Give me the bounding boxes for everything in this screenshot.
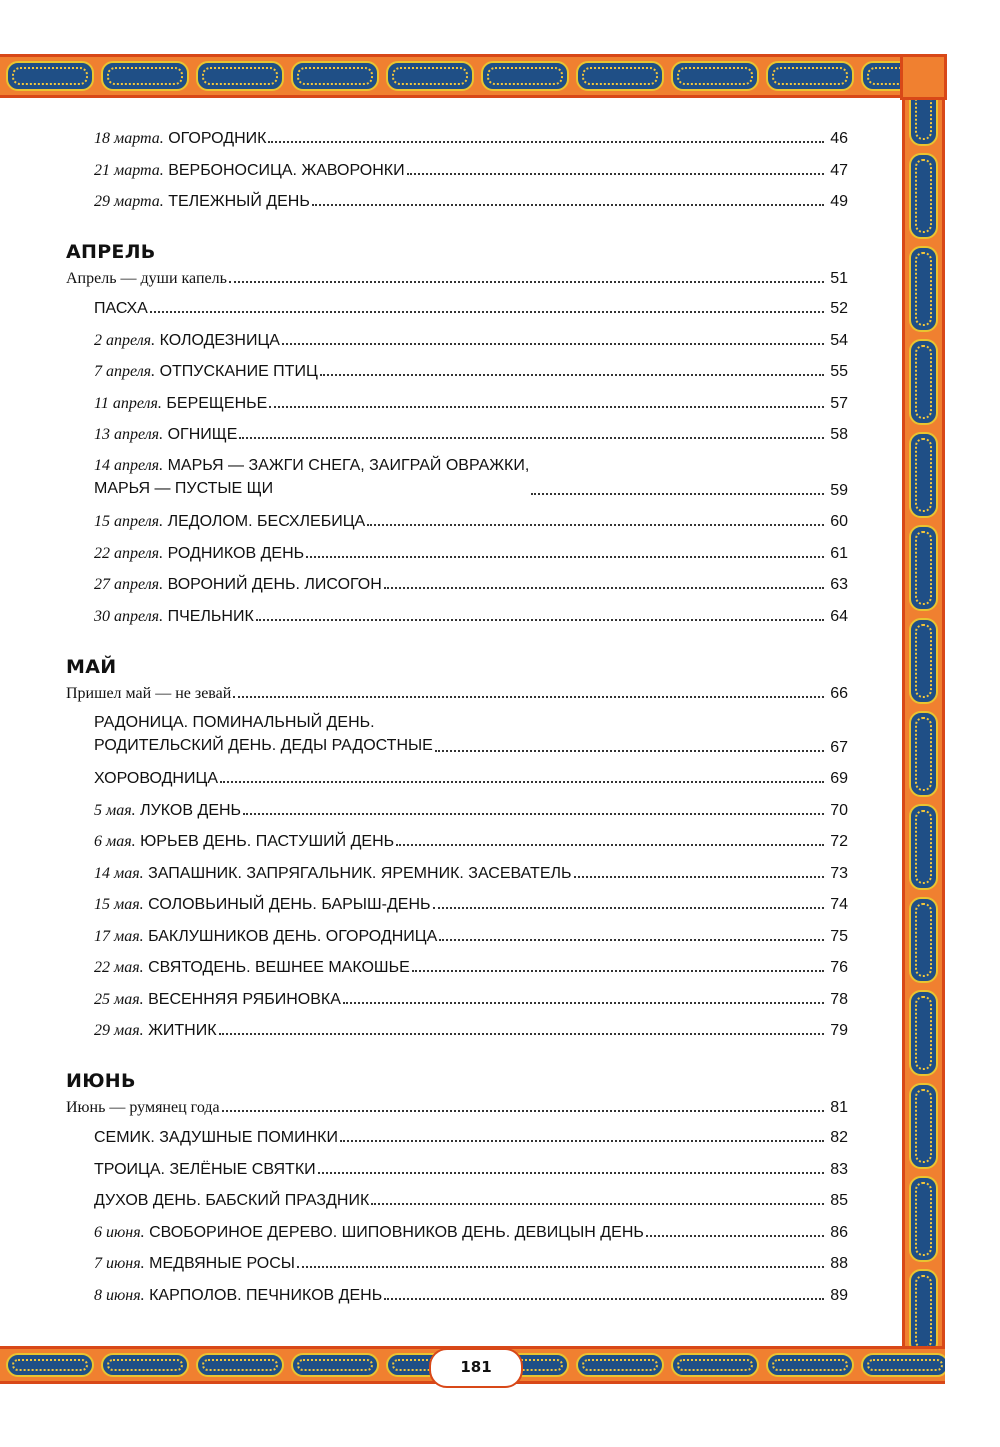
toc-entry-text	[94, 1192, 369, 1210]
toc-entry-text	[94, 802, 241, 820]
toc-page-number: 47	[830, 161, 848, 179]
ornament-tile	[909, 711, 938, 797]
toc-page-number: 85	[830, 1192, 848, 1209]
toc-entry[interactable]	[94, 861, 848, 883]
toc-entry-title: ЗАПАШНИК. ЗАПРЯГАЛЬНИК. ЯРЕМНИК. ЗАСЕВАТЕЛЬ	[148, 864, 572, 882]
toc-entry[interactable]	[94, 391, 848, 413]
toc-entry-text	[94, 1129, 338, 1147]
toc-entry-date: 6 июня.	[94, 1223, 145, 1241]
toc-intro-row[interactable]	[66, 264, 848, 288]
toc-entry[interactable]	[94, 924, 848, 946]
dot-leader	[646, 1235, 824, 1237]
toc-entry[interactable]	[94, 1125, 848, 1147]
toc-entry[interactable]	[94, 509, 848, 531]
toc-entry-title: МАРЬЯ — ЗАЖГИ СНЕГА, ЗАИГРАЙ ОВРАЖКИ,	[167, 456, 530, 474]
dot-leader	[219, 1033, 824, 1035]
toc-entry-title: ТЕЛЕЖНЫЙ ДЕНЬ	[168, 193, 310, 210]
toc-entry[interactable]	[94, 422, 848, 444]
toc-entry[interactable]	[94, 296, 848, 318]
toc-entry-text	[94, 193, 310, 211]
toc-intro-row[interactable]	[66, 1093, 848, 1117]
dot-leader	[318, 1172, 824, 1174]
toc-page-number: 51	[830, 270, 848, 287]
ornament-tile	[909, 432, 938, 518]
toc-intro-title: Июнь — румянец года	[66, 1099, 220, 1116]
toc-entry-title: МЕДВЯНЫЕ РОСЫ	[149, 1255, 295, 1272]
toc-intro-row[interactable]	[66, 679, 848, 703]
toc-entry-title: КАРПОЛОВ. ПЕЧНИКОВ ДЕНЬ	[149, 1286, 383, 1304]
ornament-tile	[909, 618, 938, 704]
dot-leader	[239, 437, 824, 439]
toc-entry-date: 2 апреля.	[94, 331, 156, 349]
toc-entry-text	[94, 1224, 644, 1242]
toc-entry-text	[94, 928, 437, 946]
toc-entry-title: РАДОНИЦА. ПОМИНАЛЬНЫЙ ДЕНЬ.	[94, 713, 375, 731]
toc-entry-title: СВЯТОДЕНЬ. ВЕШНЕЕ МАКОШЬЕ	[148, 959, 410, 976]
toc-entry[interactable]	[94, 126, 848, 148]
toc-entry-text	[94, 833, 394, 851]
toc-entry[interactable]	[94, 1188, 848, 1210]
toc-page-number: 60	[830, 513, 848, 530]
section-heading: АПРЕЛЬ	[66, 241, 156, 263]
toc-entry[interactable]	[94, 454, 848, 500]
ornament-tile	[909, 990, 938, 1076]
toc-page-number: 67	[830, 738, 848, 756]
ornament-tile	[766, 61, 854, 91]
toc-entry[interactable]	[94, 604, 848, 626]
ornament-tile	[196, 1353, 284, 1377]
toc-entry[interactable]	[94, 158, 848, 180]
toc-entry[interactable]	[94, 1220, 848, 1242]
toc-entry-date: 22 мая.	[94, 959, 144, 976]
toc-entry[interactable]	[94, 892, 848, 914]
toc-entry[interactable]	[94, 359, 848, 381]
toc-entry-text	[94, 991, 341, 1009]
dot-leader	[433, 907, 824, 909]
toc-entry-date: 5 мая.	[94, 801, 136, 819]
toc-entry-text	[94, 1022, 217, 1040]
dot-leader	[371, 1203, 824, 1205]
toc-entry-text	[94, 896, 431, 914]
dot-leader	[412, 970, 824, 972]
toc-intro-title: Пришел май — не зевай	[66, 684, 232, 702]
ornament-tile	[909, 1269, 938, 1355]
toc-entry-title: ЮРЬЕВ ДЕНЬ. ПАСТУШИЙ ДЕНЬ	[140, 833, 395, 850]
ornament-tile	[101, 61, 189, 91]
ornament-tile	[909, 897, 938, 983]
dot-leader	[229, 281, 824, 283]
toc-entry-text	[94, 130, 266, 148]
toc-entry-date: 22 апреля.	[94, 544, 164, 562]
toc-page-number: 74	[830, 896, 848, 913]
dot-leader	[320, 374, 824, 376]
toc-page-number: 54	[830, 331, 848, 349]
ornament-tile	[291, 61, 379, 91]
toc-entry[interactable]	[94, 955, 848, 977]
ornament-tile	[909, 246, 938, 332]
toc-entry-title: ДУХОВ ДЕНЬ. БАБСКИЙ ПРАЗДНИК	[94, 1192, 370, 1209]
toc-entry-title: ВОРОНИЙ ДЕНЬ. ЛИСОГОН	[167, 576, 382, 593]
toc-entry[interactable]	[94, 1283, 848, 1305]
toc-entry[interactable]	[94, 1251, 848, 1273]
dot-leader	[340, 1140, 824, 1142]
dot-leader	[312, 204, 824, 206]
dot-leader	[384, 587, 824, 589]
toc-entry-date: 27 апреля.	[94, 576, 164, 593]
toc-page-number: 72	[830, 833, 848, 850]
toc-entry-title: ЖИТНИК	[148, 1022, 217, 1039]
toc-entry-text	[94, 1161, 316, 1179]
dot-leader	[439, 939, 824, 941]
toc-entry-date: 18 марта.	[94, 130, 164, 147]
dot-leader	[282, 343, 824, 345]
toc-page-number: 63	[830, 576, 848, 593]
ornament-tile	[861, 1353, 945, 1377]
dot-leader	[396, 844, 824, 846]
toc-page-number: 86	[830, 1223, 848, 1241]
ornament-tile	[576, 1353, 664, 1377]
toc-page-number: 75	[830, 927, 848, 945]
dot-leader	[269, 406, 824, 408]
dot-leader	[343, 1002, 824, 1004]
toc-entry-date: 6 мая.	[94, 833, 136, 850]
toc-page-number: 66	[830, 684, 848, 702]
toc-entry-text	[94, 576, 382, 594]
toc-entry-title: ПЧЕЛЬНИК	[167, 607, 254, 625]
toc-entry-title-line2: РОДИТЕЛЬСКИЙ ДЕНЬ. ДЕДЫ РАДОСТНЫЕ	[94, 736, 433, 754]
toc-entry-title: ВЕРБОНОСИЦА. ЖАВОРОНКИ	[168, 161, 405, 179]
toc-page-number: 59	[830, 481, 848, 499]
toc-page-number: 64	[830, 607, 848, 625]
toc-page-number: 57	[830, 394, 848, 412]
toc-entry-date: 25 мая.	[94, 990, 144, 1008]
toc-entry-date: 8 июня.	[94, 1286, 145, 1304]
toc-page-number: 81	[830, 1099, 848, 1116]
toc-page-number: 69	[830, 770, 848, 787]
ornament-tile	[909, 339, 938, 425]
page-number: 181	[429, 1348, 523, 1388]
dot-leader	[574, 876, 825, 878]
ornamental-corner	[900, 54, 947, 100]
dot-leader	[531, 493, 824, 495]
toc-entry-title: ОГОРОДНИК	[168, 130, 267, 147]
ornament-tile	[909, 1176, 938, 1262]
toc-entry[interactable]	[94, 189, 848, 211]
toc-entry-text	[94, 513, 365, 531]
toc-entry[interactable]	[94, 798, 848, 820]
toc-page-number: 76	[830, 959, 848, 976]
toc-page-number: 73	[830, 864, 848, 882]
toc-entry-date: 17 мая.	[94, 927, 144, 945]
toc-entry-title: ВЕСЕННЯЯ РЯБИНОВКА	[148, 990, 341, 1008]
toc-entry-title: БАКЛУШНИКОВ ДЕНЬ. ОГОРОДНИЦА	[148, 927, 438, 945]
toc-entry-date: 7 июня.	[94, 1255, 145, 1272]
toc-entry-title: ХОРОВОДНИЦА	[94, 770, 218, 787]
toc-page-number: 79	[830, 1022, 848, 1039]
dot-leader	[220, 781, 824, 783]
toc-entry-title: СЕМИК. ЗАДУШНЫЕ ПОМИНКИ	[94, 1129, 338, 1146]
toc-entry-title-line2: МАРЬЯ — ПУСТЫЕ ЩИ	[94, 479, 274, 497]
ornament-tile	[576, 61, 664, 91]
toc-entry[interactable]	[94, 766, 848, 788]
dot-leader	[435, 750, 824, 752]
ornament-tile	[481, 61, 569, 91]
ornament-tile	[909, 804, 938, 890]
toc-entry-title: ОТПУСКАНИЕ ПТИЦ	[159, 363, 318, 380]
toc-entry[interactable]	[94, 1157, 848, 1179]
toc-entry-text	[94, 959, 410, 977]
toc-entry-text	[94, 1287, 382, 1305]
dot-leader	[306, 556, 824, 558]
toc-entry-title: КОЛОДЕЗНИЦА	[159, 331, 280, 349]
toc-entry-text	[94, 162, 405, 180]
toc-entry-text	[94, 454, 529, 500]
ornamental-border-right	[902, 54, 945, 1384]
toc-entry-date: 7 апреля.	[94, 363, 156, 380]
toc-page-number: 70	[830, 801, 848, 819]
ornament-tile	[101, 1353, 189, 1377]
toc-entry-date: 29 марта.	[94, 193, 164, 210]
toc-entry-text	[94, 395, 267, 413]
toc-entry-text	[94, 426, 237, 444]
dot-leader	[367, 524, 824, 526]
toc-entry-title: ОГНИЩЕ	[167, 426, 238, 443]
toc-entry[interactable]	[94, 829, 848, 851]
toc-entry-date: 29 мая.	[94, 1022, 144, 1039]
toc-page-number: 58	[830, 426, 848, 443]
toc-entry-text	[94, 711, 433, 757]
toc-page-number: 61	[830, 544, 848, 562]
toc-entry-date: 15 мая.	[94, 896, 144, 913]
toc-page-number: 89	[830, 1286, 848, 1304]
section-heading: МАЙ	[66, 655, 117, 678]
toc-entry-title: СВОБОРИНОЕ ДЕРЕВО. ШИПОВНИКОВ ДЕНЬ. ДЕВИЦЫН ДЕНЬ	[149, 1223, 644, 1241]
toc-page-number: 82	[830, 1129, 848, 1146]
toc-entry-text	[94, 545, 304, 563]
ornament-tile	[291, 1353, 379, 1377]
ornament-tile	[6, 61, 94, 91]
table-of-contents	[66, 126, 848, 1314]
ornament-tile	[196, 61, 284, 91]
ornament-tile	[766, 1353, 854, 1377]
dot-leader	[256, 619, 824, 621]
toc-entry-date: 30 апреля.	[94, 607, 164, 625]
toc-entry-text	[94, 332, 280, 350]
toc-entry-text	[94, 770, 218, 788]
ornament-tile	[386, 61, 474, 91]
ornament-tile	[671, 1353, 759, 1377]
toc-entry-text	[94, 1255, 295, 1273]
dot-leader	[407, 173, 824, 175]
toc-intro-title: Апрель — души капель	[66, 270, 227, 287]
toc-entry-title: ПАСХА	[94, 300, 148, 317]
section-heading: ИЮНЬ	[66, 1070, 136, 1092]
toc-entry[interactable]	[94, 572, 848, 594]
dot-leader	[150, 311, 824, 313]
dot-leader	[233, 696, 824, 698]
ornament-tile	[909, 525, 938, 611]
toc-entry-date: 21 марта.	[94, 161, 164, 179]
toc-page-number: 46	[830, 130, 848, 147]
ornament-tile	[909, 153, 938, 239]
ornament-tile	[909, 1083, 938, 1169]
toc-page-number: 78	[830, 990, 848, 1008]
dot-leader	[222, 1110, 824, 1112]
toc-entry-title: БЕРЕЩЕНЬЕ	[166, 394, 268, 412]
toc-entry-title: СОЛОВЬИНЫЙ ДЕНЬ. БАРЫШ-ДЕНЬ	[148, 896, 431, 913]
toc-entry-text	[94, 608, 254, 626]
toc-entry-text	[94, 865, 572, 883]
toc-entry[interactable]	[94, 1018, 848, 1040]
toc-entry[interactable]	[94, 541, 848, 563]
dot-leader	[243, 813, 824, 815]
ornament-tile	[671, 61, 759, 91]
toc-entry[interactable]	[94, 711, 848, 757]
dot-leader	[384, 1298, 824, 1300]
toc-page-number: 52	[830, 300, 848, 317]
toc-entry[interactable]	[94, 987, 848, 1009]
toc-entry-text	[94, 300, 148, 318]
toc-entry-date: 15 апреля.	[94, 513, 164, 530]
dot-leader	[268, 141, 824, 143]
toc-entry-text	[94, 363, 318, 381]
toc-entry-title: ЛЕДОЛОМ. БЕСХЛЕБИЦА	[167, 513, 366, 530]
ornament-tile	[6, 1353, 94, 1377]
ornamental-border-top	[0, 54, 945, 98]
toc-page-number: 49	[830, 193, 848, 210]
toc-entry-title: ТРОИЦА. ЗЕЛЁНЫЕ СВЯТКИ	[94, 1160, 316, 1178]
toc-entry-title: РОДНИКОВ ДЕНЬ	[167, 544, 305, 562]
toc-entry[interactable]	[94, 328, 848, 350]
toc-entry-title: ЛУКОВ ДЕНЬ	[140, 801, 242, 819]
dot-leader	[297, 1266, 824, 1268]
toc-entry-date: 13 апреля.	[94, 426, 164, 443]
toc-page-number: 88	[830, 1255, 848, 1272]
toc-page-number: 83	[830, 1160, 848, 1178]
toc-entry-date: 14 мая.	[94, 864, 144, 882]
toc-entry-date: 14 апреля.	[94, 456, 164, 474]
toc-entry-date: 11 апреля.	[94, 394, 162, 412]
toc-page-number: 55	[830, 363, 848, 380]
